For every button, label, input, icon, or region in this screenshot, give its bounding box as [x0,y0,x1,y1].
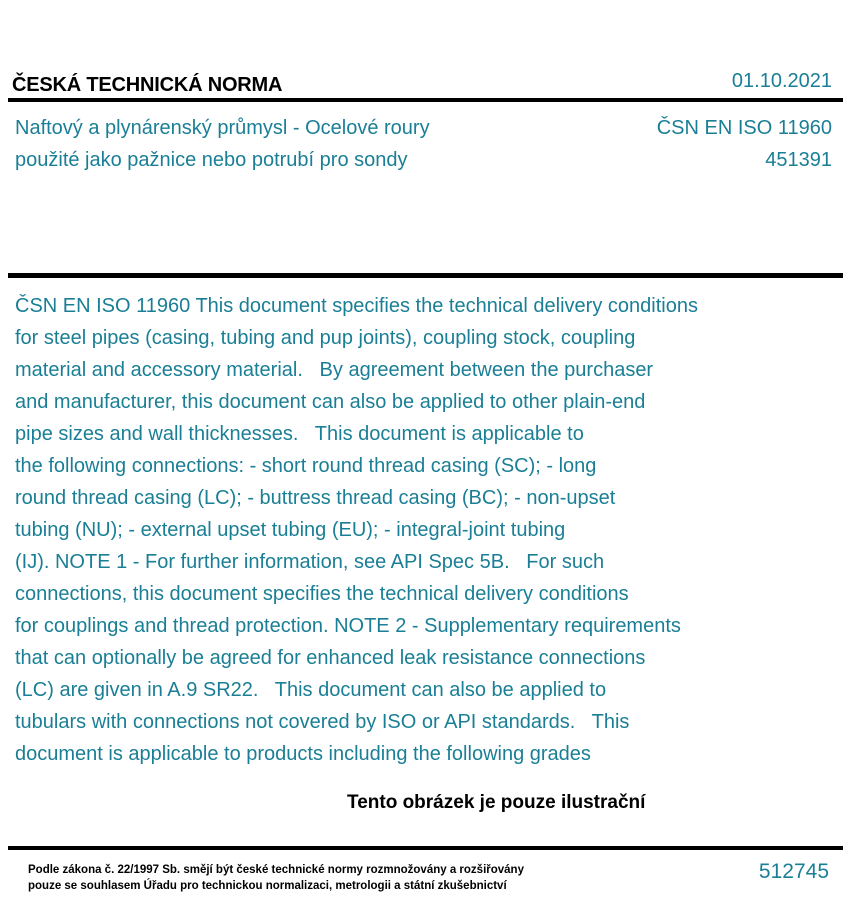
legal-line: pouze se souhlasem Úřadu pro technickou normalizaci, metrologii a státní zkušebnictví [28,880,507,892]
abstract [15,290,698,770]
abstract-line: for steel pipes (casing, tubing and pup joints), coupling stock, coupling [15,327,636,349]
abstract-line: (LC) are given in A.9 SR22. This document can also be applied to [15,679,607,701]
abstract-line: connections, this document specifies the technical delivery conditions [15,583,629,605]
document-number: 512745 [758,860,829,883]
document-title-line-1: Naftový a plynárenský průmysl - Ocelové roury [15,117,430,139]
abstract-line: and manufacturer, this document can also be applied to other plain-end [15,391,646,413]
abstract-line: pipe sizes and wall thicknesses. This document is applicable to [15,423,584,445]
legal-line: Podle zákona č. 22/1997 Sb. smějí být české technické normy rozmnožovány a rozšiřovány [28,864,524,876]
footer-divider [8,846,843,850]
abstract-line: tubulars with connections not covered by ISO or API standards. This [15,711,630,733]
standard-code: ČSN EN ISO 11960 [656,117,832,139]
abstract-line: material and accessory material. By agreement between the purchaser [15,359,654,381]
document-title-line-2: použité jako pažnice nebo potrubí pro sondy [15,149,408,171]
abstract-line: ČSN EN ISO 11960 This document specifies the technical delivery conditions [15,295,698,317]
abstract-line: that can optionally be agreed for enhanced leak resistance connections [15,647,646,669]
abstract-line: for couplings and thread protection. NOTE 2 - Supplementary requirements [15,615,681,637]
abstract-line: document is applicable to products including the following grades [15,743,591,765]
legal-notice [28,862,524,894]
norm-title: ČESKÁ TECHNICKÁ NORMA [12,74,283,96]
abstract-line: (IJ). NOTE 1 - For further information, see API Spec 5B. For such [15,551,605,573]
header-divider [8,98,843,102]
abstract-line: the following connections: - short round thread casing (SC); - long [15,455,597,477]
publication-date: 01.10.2021 [731,70,832,92]
illustration-note: Tento obrázek je pouze ilustrační [347,792,646,813]
class-number: 451391 [765,149,832,171]
section-divider [8,273,843,278]
abstract-line: tubing (NU); - external upset tubing (EU); - integral-joint tubing [15,519,566,541]
abstract-line: round thread casing (LC); - buttress thread casing (BC); - non-upset [15,487,616,509]
